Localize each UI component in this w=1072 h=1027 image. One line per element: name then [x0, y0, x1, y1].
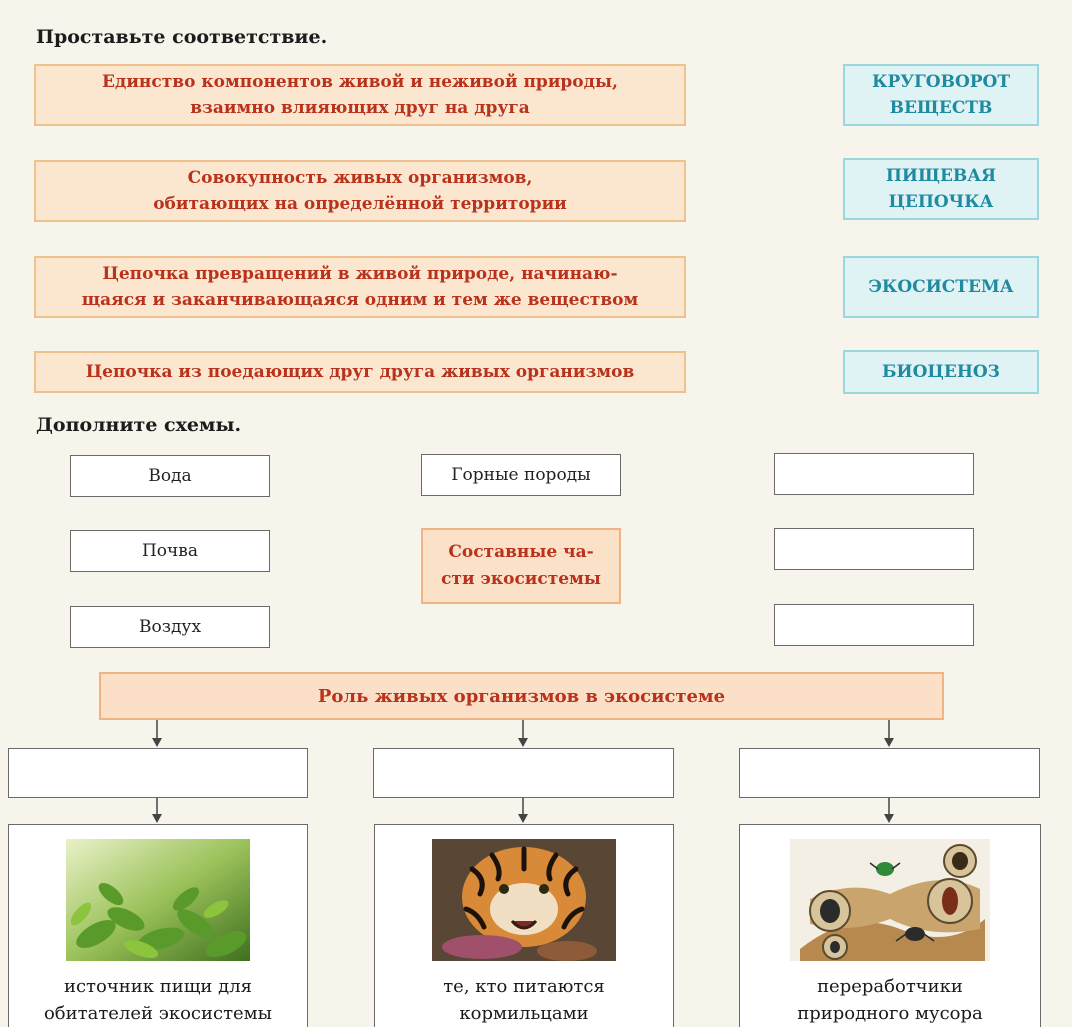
- task2-heading: Дополните схемы.: [36, 414, 242, 436]
- tiger-image: [432, 839, 616, 961]
- role-card-decomposers: [739, 824, 1041, 1027]
- term-ekosistema[interactable]: ЭКОСИСТЕМА: [843, 256, 1039, 318]
- scheme-blank-box-2[interactable]: [774, 528, 974, 570]
- scheme-center-components: Составные ча- сти экосистемы: [421, 528, 621, 604]
- scheme-box-pochva: Почва: [70, 530, 270, 572]
- role-card-producers: [8, 824, 308, 1027]
- role-card-caption-2: те, кто питаются кормильцами: [443, 976, 605, 1024]
- role-card-consumers: [374, 824, 674, 1027]
- role-blank-2[interactable]: [373, 748, 674, 798]
- definition-3[interactable]: Цепочка превращений в живой природе, начинаю- щаяся и заканчивающаяся одним и тем же веществом: [34, 256, 686, 318]
- role-blank-1[interactable]: [8, 748, 308, 798]
- definition-4[interactable]: Цепочка из поедающих друг друга живых организмов: [34, 351, 686, 393]
- task1-heading: Проставьте соответствие.: [36, 26, 328, 48]
- term-biotsenoz[interactable]: БИОЦЕНОЗ: [843, 350, 1039, 394]
- scheme-box-voda: Вода: [70, 455, 270, 497]
- term-krugovorot[interactable]: КРУГОВОРОТ ВЕЩЕСТВ: [843, 64, 1039, 126]
- definition-1[interactable]: Единство компонентов живой и неживой природы, взаимно влияющих друг на друга: [34, 64, 686, 126]
- arrow-down-icon: [516, 720, 530, 748]
- scheme-blank-box-3[interactable]: [774, 604, 974, 646]
- beetles-image: [790, 839, 990, 961]
- definition-2[interactable]: Совокупность живых организмов, обитающих на определённой территории: [34, 160, 686, 222]
- arrow-down-icon: [882, 720, 896, 748]
- arrow-down-icon: [150, 720, 164, 748]
- term-pishchevaya-tsepochka[interactable]: ПИЩЕВАЯ ЦЕПОЧКА: [843, 158, 1039, 220]
- scheme-box-vozdukh: Воздух: [70, 606, 270, 648]
- green-plants-image: [66, 839, 250, 961]
- arrow-down-icon: [882, 798, 896, 824]
- roles-title: Роль живых организмов в экосистеме: [99, 672, 944, 720]
- role-blank-3[interactable]: [739, 748, 1040, 798]
- scheme-box-gornye-porody: Горные породы: [421, 454, 621, 496]
- arrow-down-icon: [516, 798, 530, 824]
- arrow-down-icon: [150, 798, 164, 824]
- role-card-caption-3: переработчики природного мусора: [797, 976, 983, 1024]
- role-card-caption-1: источник пищи для обитателей экосистемы: [43, 976, 273, 1024]
- scheme-blank-box-1[interactable]: [774, 453, 974, 495]
